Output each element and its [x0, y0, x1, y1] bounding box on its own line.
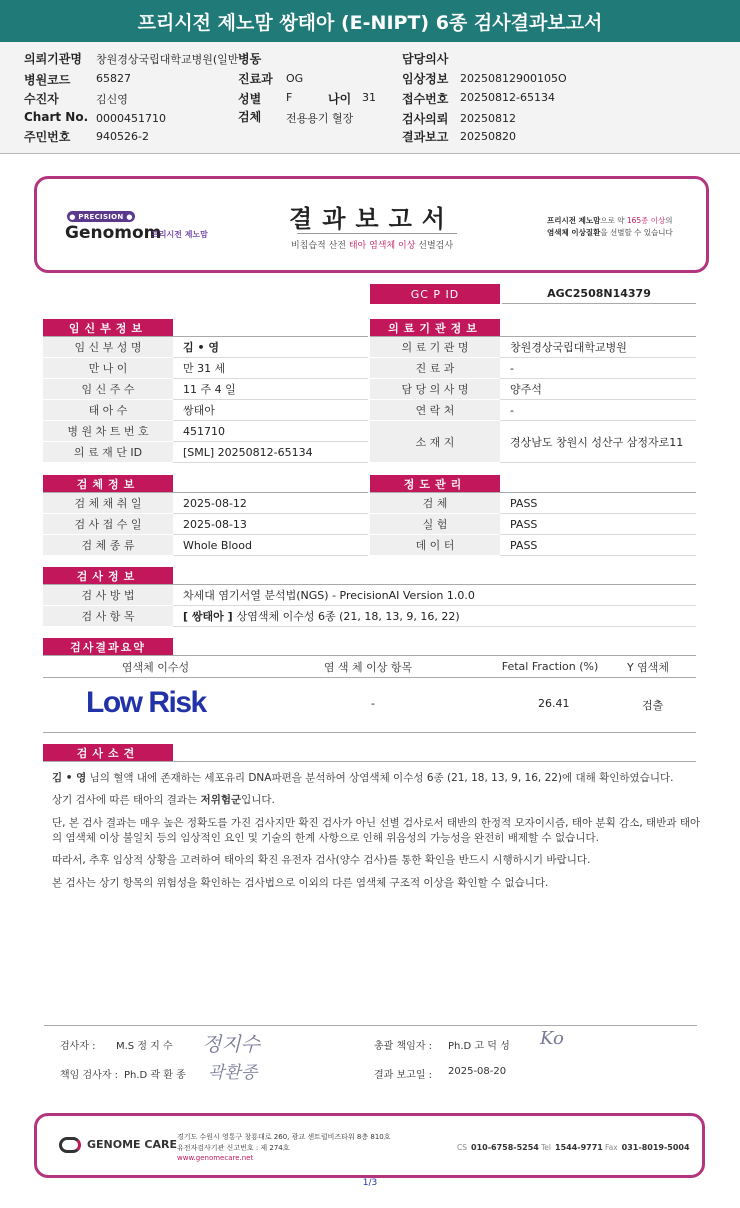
quality-value: PASS	[500, 514, 696, 535]
report-title: 결과보고서	[289, 205, 455, 233]
pregnant-name-value: 김 • 영	[173, 337, 368, 358]
pregnant-info-label: 임 신 주 수	[43, 379, 173, 400]
specimen-info-header: 검체정보	[43, 475, 173, 493]
specimen-info-value: Whole Blood	[173, 535, 368, 556]
institution-address-value: 경상남도 창원시 성산구 삼정자로11	[500, 421, 696, 463]
specimen-info-value: 2025-08-13	[173, 514, 368, 535]
quality-value: PASS	[500, 535, 696, 556]
signature-divider	[44, 1025, 697, 1026]
footer-website-link[interactable]: www.genomecare.net	[177, 1154, 254, 1162]
header-value: 0000451710	[96, 112, 166, 125]
responsible-tester-name: Ph.D 곽 환 종	[124, 1070, 186, 1081]
header-value: 김신영	[96, 93, 128, 106]
test-info-label: 검 사 방 법	[43, 585, 173, 606]
report-header-box	[34, 176, 709, 273]
fetal-fraction-value: 26.41	[538, 697, 570, 710]
header-label: 의뢰기관명	[24, 52, 82, 66]
header-value: 전용용기 혈장	[286, 112, 354, 125]
header-value: F	[286, 91, 293, 104]
quality-control-header: 정도관리	[370, 475, 500, 493]
chief-name: Ph.D 고 덕 성	[448, 1041, 510, 1052]
header-label: 임상정보	[402, 72, 449, 86]
header-value: 20250812-65134	[460, 91, 555, 104]
abnormal-items-value: -	[371, 697, 375, 710]
gcpid-label: GC P ID	[370, 284, 500, 304]
genome-care-logo-icon	[59, 1137, 81, 1153]
title-divider	[297, 233, 457, 234]
test-info-label: 검 사 항 목	[43, 606, 173, 627]
pregnant-info-value: [SML] 20250812-65134	[173, 442, 368, 463]
report-banner-title: 프리시전 제노맘 쌍태아 (E-NIPT) 6종 검사결과보고서	[0, 0, 740, 42]
institution-info-value: -	[500, 358, 696, 379]
header-label: 검사의뢰	[402, 112, 449, 126]
summary-col-header: 염 색 체 이상 항목	[323, 660, 413, 674]
pregnant-info-header: 임신부정보	[43, 319, 173, 337]
institution-info-label: 연 락 처	[370, 400, 500, 421]
summary-col-header: 염색체 이수성	[121, 660, 190, 674]
footer-tel: Tel 1544-9771	[541, 1143, 603, 1152]
header-label: 병원코드	[24, 73, 71, 87]
summary-col-header: Fetal Fraction (%)	[501, 660, 599, 673]
chief-label: 총괄 책임자 :	[374, 1041, 433, 1052]
specimen-info-value: 2025-08-12	[173, 493, 368, 514]
pregnant-info-label: 만 나 이	[43, 358, 173, 379]
header-label: 성별	[238, 92, 262, 106]
header-label: 병동	[238, 52, 262, 66]
header-label: 나이	[328, 92, 352, 106]
report-note-line1: 프리시전 제노맘으로 약 165종 이상의	[547, 216, 673, 225]
report-note-line2: 염색체 이상질환을 선별할 수 있습니다	[547, 228, 673, 237]
genomom-logo: Genomom	[65, 223, 162, 243]
header-value: 창원경상국립대학교병원(일반	[96, 53, 239, 66]
opinion-header: 검사소견	[43, 744, 173, 762]
specimen-info-label: 검 체 종 류	[43, 535, 173, 556]
specimen-info-label: 검 사 접 수 일	[43, 514, 173, 535]
test-info-header: 검사정보	[43, 567, 173, 585]
gcpid-value: AGC2508N14379	[502, 284, 696, 304]
opinion-paragraph: 김 • 영 님의 혈액 내에 존재하는 세포유리 DNA파편을 분석하여 상염색체 이수성 6종 (21, 18, 13, 9, 16, 22)에 대해 확인하였습니다.	[52, 772, 674, 784]
footer-box	[34, 1113, 705, 1178]
y-chromosome-value: 검출	[642, 699, 664, 712]
header-label: 수진자	[24, 92, 59, 106]
test-method-value: 차세대 염기서열 분석법(NGS) - PrecisionAI Version 1.0.0	[173, 585, 696, 606]
header-label: 검체	[238, 110, 262, 124]
header-value: 940526-2	[96, 130, 149, 143]
pregnant-info-label: 태 아 수	[43, 400, 173, 421]
precision-badge: ● PRECISION ●	[67, 211, 135, 222]
header-value: 20250812900105O	[460, 72, 567, 85]
pregnant-info-value: 11 주 4 일	[173, 379, 368, 400]
tester-name: M.S 정 지 수	[116, 1041, 173, 1052]
footer-cs: CS 010-6758-5254	[457, 1143, 539, 1152]
header-label: 담당의사	[402, 52, 449, 66]
quality-label: 데 이 터	[370, 535, 500, 556]
header-value: 20250820	[460, 130, 516, 143]
responsible-tester-signature: 곽환종	[208, 1063, 258, 1083]
quality-label: 검 체	[370, 493, 500, 514]
pregnant-info-label: 임 신 부 성 명	[43, 337, 173, 358]
summary-header: 검사결과요약	[43, 638, 173, 656]
summary-col-header: Y 염색체	[626, 660, 670, 674]
patient-header	[0, 42, 740, 154]
aneuploidy-result: Low Risk	[86, 686, 206, 719]
report-subtitle: 비침습적 산전 태아 염색체 이상 선별검사	[290, 241, 454, 251]
tester-signature: 정지수	[202, 1032, 260, 1056]
header-value: 31	[362, 91, 376, 104]
opinion-paragraph: 상기 검사에 따른 태아의 결과는 저위험군입니다.	[52, 794, 275, 806]
header-value: OG	[286, 72, 304, 85]
institution-info-value: -	[500, 400, 696, 421]
institution-info-header: 의료기관정보	[370, 319, 500, 337]
opinion-paragraph: 본 검사는 상기 항목의 위험성을 확인하는 검사법으로 이외의 다른 염색체 구조적 이상을 확인할 수 없습니다.	[52, 877, 549, 889]
header-value: 65827	[96, 72, 131, 85]
header-label: 접수번호	[402, 92, 449, 106]
header-label: 진료과	[238, 72, 273, 86]
pregnant-info-label: 병 원 차 트 번 호	[43, 421, 173, 442]
header-label: Chart No.	[24, 110, 89, 124]
quality-label: 실 험	[370, 514, 500, 535]
genome-care-logo: GENOME CARE	[87, 1138, 177, 1151]
pregnant-info-label: 의 료 재 단 ID	[43, 442, 173, 463]
header-value: 20250812	[460, 112, 516, 125]
test-items-value: [ 쌍태아 ] 상염색체 이수성 6종 (21, 18, 13, 9, 16, 22)	[173, 606, 696, 627]
institution-info-label: 담 당 의 사 명	[370, 379, 500, 400]
footer-address: 경기도 수원시 영통구 창룡대로 260, 광교 센트럴비즈타워 8층 810호	[177, 1133, 391, 1141]
report-date-value: 2025-08-20	[448, 1066, 507, 1077]
footer-fax: Fax 031-8019-5004	[605, 1143, 690, 1152]
genomom-logo-sub: 프리시전 제노맘	[151, 230, 208, 239]
quality-value: PASS	[500, 493, 696, 514]
institution-info-value: 창원경상국립대학교병원	[500, 337, 696, 358]
institution-info-value: 양주석	[500, 379, 696, 400]
institution-info-label: 소 재 지	[370, 421, 500, 463]
pregnant-info-value: 451710	[173, 421, 368, 442]
footer-license: 유전자검사기관 신고번호 : 제 274호	[177, 1144, 290, 1152]
specimen-info-label: 검 체 채 취 일	[43, 493, 173, 514]
header-label: 결과보고	[402, 130, 449, 144]
pregnant-info-value: 만 31 세	[173, 358, 368, 379]
responsible-tester-label: 책임 검사자 :	[60, 1070, 119, 1081]
report-date-label: 결과 보고일 :	[374, 1070, 433, 1081]
pregnant-info-value: 쌍태아	[173, 400, 368, 421]
opinion-paragraph: 따라서, 추후 임상적 상황을 고려하여 태아의 확진 유전자 검사(양수 검사)를 통한 확인을 반드시 시행하시기 바랍니다.	[52, 854, 591, 866]
institution-info-label: 의 료 기 관 명	[370, 337, 500, 358]
institution-info-label: 진 료 과	[370, 358, 500, 379]
page-number: 1/3	[362, 1178, 378, 1188]
header-label: 주민번호	[24, 130, 71, 144]
tester-label: 검사자 :	[60, 1041, 96, 1052]
opinion-paragraph: 단, 본 검사 결과는 매우 높은 정확도를 가진 검사지만 확진 검사가 아닌 선별 검사로서 태반의 한정적 모자이시즘, 태아 분획 감소, 태반과 태아의 염색체 이상 불일치 등의 임상적인 요인 및 기술의 한계 사항으로 인해 위음성의 가능성을 완전히 배제할 수 없습니다.	[52, 817, 701, 844]
chief-signature: Ko	[540, 1028, 564, 1049]
